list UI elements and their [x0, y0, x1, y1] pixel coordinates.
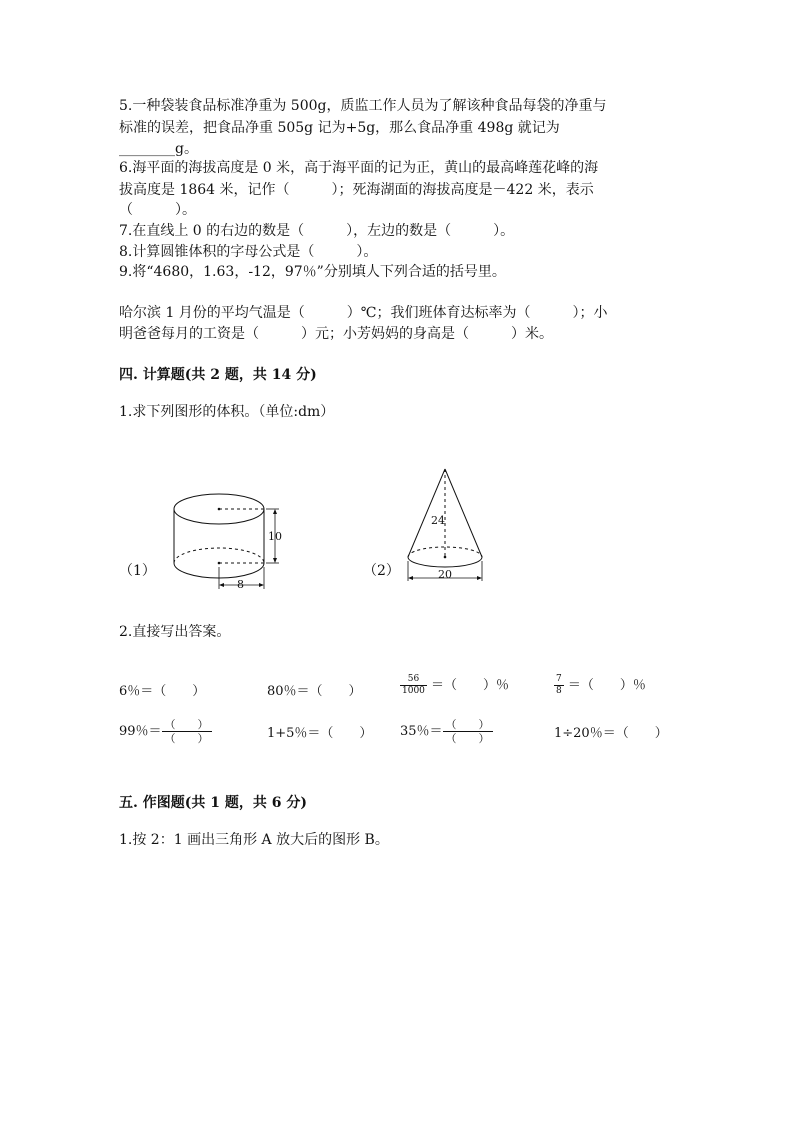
cone-diameter-label: 20: [438, 568, 452, 581]
blank-fraction: $\frac{( )}{( )}$: [162, 718, 212, 745]
figure-2-label: （2）: [363, 563, 400, 579]
calc-item-b: 80％＝（ ）: [267, 684, 362, 699]
calc-q1-text: 1.求下列图形的体积。（单位:dm）: [119, 404, 335, 420]
cone-height-label: 24: [431, 514, 445, 527]
fraction-56-over-1000: $\frac{56}{1000}$: [402, 674, 425, 696]
q9-text: 9.将“4680，1.63，-12，97％”分别填人下列合适的括号里。: [119, 264, 506, 280]
q6-line-1: 6.海平面的海拔高度是 0 米，高于海平面的记为正，黄山的最高峰莲花峰的海: [119, 160, 599, 176]
cylinder-height-label: 10: [268, 530, 282, 543]
calc-q2-text: 2.直接写出答案。: [119, 624, 231, 640]
q5-line-3: ________g。: [119, 141, 198, 157]
q9-fill-line-1: 哈尔滨 1 月份的平均气温是（ ）℃；我们班体育达标率为（ ）；小: [119, 305, 608, 321]
cylinder-radius-label: 8: [237, 578, 244, 591]
calc-item-c: $\frac{56}{1000}$ ＝（ ）％: [402, 674, 510, 696]
q6-line-3: （ ）。: [119, 202, 196, 218]
cylinder-figure: [165, 485, 285, 595]
q5-line-1: 5.一种袋装食品标准净重为 500g，质监工作人员为了解该种食品每袋的净重与: [119, 98, 607, 114]
drawing-q1-text: 1.按 2：1 画出三角形 A 放大后的图形 B。: [119, 832, 389, 848]
q5-line-2: 标准的误差，把食品净重 505g 记为+5g，那么食品净重 498g 就记为: [119, 120, 560, 136]
calc-item-g: 35％＝ $\frac{( )}{( )}$: [400, 718, 493, 745]
q7-text: 7.在直线上 0 的右边的数是（ ），左边的数是（ ）。: [119, 223, 515, 239]
section-5-heading: 五. 作图题(共 1 题，共 6 分): [119, 795, 307, 811]
q8-text: 8.计算圆锥体积的字母公式是（ ）。: [119, 244, 378, 260]
fraction-7-over-8: $\frac{7}{8}$: [556, 674, 562, 696]
blank-fraction: $\frac{( )}{( )}$: [443, 718, 493, 745]
calc-item-a: 6％＝（ ）: [119, 684, 206, 699]
figure-1-label: （1）: [119, 563, 156, 579]
calc-item-e: 99％＝ $\frac{( )}{( )}$: [119, 718, 212, 745]
calc-item-f: 1+5％＝（ ）: [267, 726, 373, 741]
calc-item-h: 1÷20％＝（ ）: [554, 726, 668, 741]
q6-line-2: 拔高度是 1864 米，记作（ ）；死海湖面的海拔高度是－422 米，表示: [119, 182, 594, 198]
section-4-heading: 四. 计算题(共 2 题，共 14 分): [119, 367, 317, 383]
q9-fill-line-2: 明爸爸每月的工资是（ ）元；小芳妈妈的身高是（ ）米。: [119, 326, 553, 342]
calc-item-d: $\frac{7}{8}$ ＝（ ）％: [556, 674, 646, 696]
